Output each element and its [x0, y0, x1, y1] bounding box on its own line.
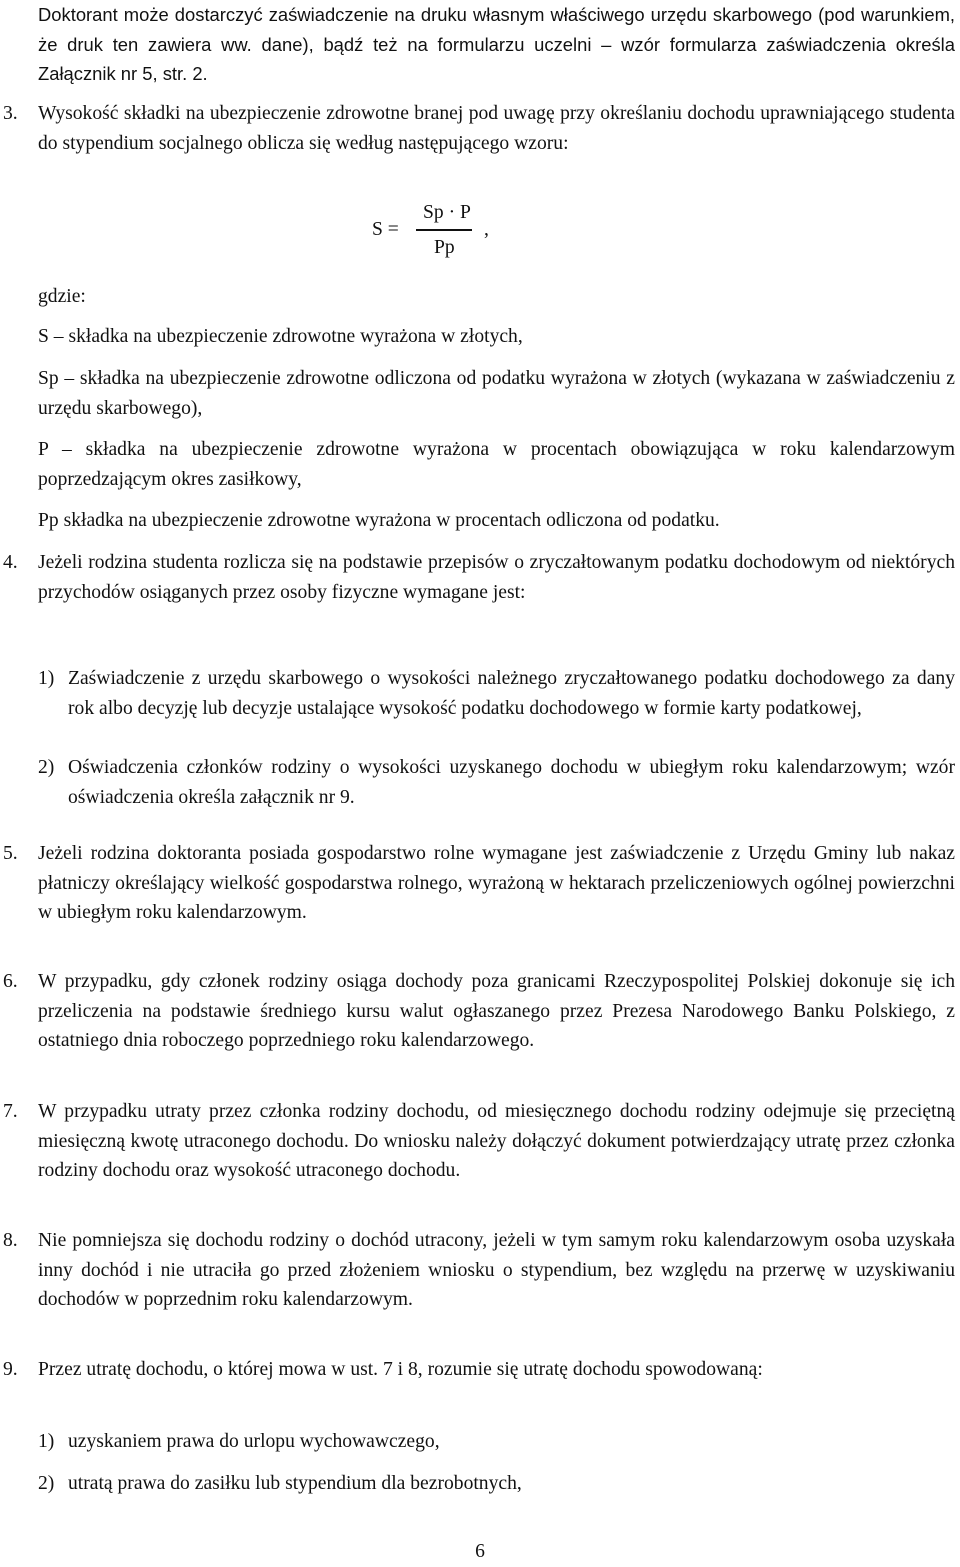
item-number: 3. — [3, 103, 18, 124]
formula — [372, 196, 552, 268]
subitem-number: 2) — [38, 757, 55, 778]
item-9-subitem-1: uzyskaniem prawa do urlopu wychowawczego, — [68, 1431, 440, 1452]
formula-numerator: Sp · P — [423, 202, 471, 223]
item-4-subitem-1: Zaświadczenie z urzędu skarbowego o wysokości należnego zryczałtowanego podatku dochodowego za dany rok albo decyzję lub decyzje ustalające wysokość podatku dochodowego w formie karty podatkowej, — [68, 668, 955, 719]
item-8-text: Nie pomniejsza się dochodu rodziny o dochód utracony, jeżeli w tym samym roku kalendarzowym osoba uzyskała inny dochód i nie utraciła go przed złożeniem wniosku o stypendium, bez względu na przerwę w uzyskiwaniu dochodów w poprzednim roku kalendarzowym. — [38, 1230, 955, 1310]
formula-denominator: Pp — [434, 237, 455, 258]
formula-lhs: S = — [372, 219, 399, 240]
subitem-number: 1) — [38, 668, 55, 689]
definition-p: P – składka na ubezpieczenie zdrowotne wyrażona w procentach obowiązująca w roku kalendarzowym poprzedzającym okres zasiłkowy, — [38, 439, 955, 490]
item-9-text: Przez utratę dochodu, o której mowa w ust. 7 i 8, rozumie się utratę dochodu spowodowaną: — [38, 1359, 763, 1380]
definition-pp: Pp składka na ubezpieczenie zdrowotne wyrażona w procentach odliczona od podatku. — [38, 510, 720, 531]
item-number: 5. — [3, 843, 18, 864]
item-number: 4. — [3, 552, 18, 573]
formula-comma: , — [484, 219, 489, 240]
item-6-text: W przypadku, gdy członek rodziny osiąga dochody poza granicami Rzeczypospolitej Polskiej dokonuje się ich przeliczenia na podstawie średniego kursu walut ogłaszanego przez Prezesa Narodowego Banku Polskiego, z ostatniego dnia roboczego poprzedniego roku kalendarzowego. — [38, 971, 955, 1051]
subitem-number: 1) — [38, 1431, 55, 1452]
item-number: 9. — [3, 1359, 18, 1380]
item-7-text: W przypadku utraty przez członka rodziny dochodu, od miesięcznego dochodu rodziny odejmuje się przeciętną miesięczną kwotę utraconego dochodu. Do wniosku należy dołączyć dokument potwierdzający utratę przez członka rodziny dochodu oraz wysokość utraconego dochodu. — [38, 1101, 955, 1181]
item-4-subitem-2: Oświadczenia członków rodziny o wysokości uzyskanego dochodu w ubiegłym roku kalendarzowym; wzór oświadczenia określa załącznik nr 9. — [68, 757, 955, 808]
item-3-text: Wysokość składki na ubezpieczenie zdrowotne branej pod uwagę przy określaniu dochodu uprawniającego studenta do stypendium socjalnego oblicza się według następującego wzoru: — [38, 103, 955, 154]
fraction-bar — [416, 229, 472, 231]
item-number: 8. — [3, 1230, 18, 1251]
definition-s: S – składka na ubezpieczenie zdrowotne wyrażona w złotych, — [38, 326, 523, 347]
page-number: 6 — [475, 1541, 485, 1562]
item-4-text: Jeżeli rodzina studenta rozlicza się na podstawie przepisów o zryczałtowanym podatku dochodowym od niektórych przychodów osiąganych przez osoby fizyczne wymagane jest: — [38, 552, 955, 603]
item-9-subitem-2: utratą prawa do zasiłku lub stypendium dla bezrobotnych, — [68, 1473, 522, 1494]
subitem-number: 2) — [38, 1473, 55, 1494]
item-number: 7. — [3, 1101, 18, 1122]
definition-sp: Sp – składka na ubezpieczenie zdrowotne odliczona od podatku wyrażona w złotych (wykazana w zaświadczeniu z urzędu skarbowego), — [38, 368, 955, 419]
intro-paragraph: Doktorant może dostarczyć zaświadczenie na druku własnym właściwego urzędu skarbowego (pod warunkiem, że druk ten zawiera ww. dane), bądź też na formularzu uczelni – wzór formularza zaświadczenia określa Załącznik nr 5, str. 2. — [38, 4, 955, 84]
item-5-text: Jeżeli rodzina doktoranta posiada gospodarstwo rolne wymagane jest zaświadczenie z Urzędu Gminy lub nakaz płatniczy określający wielkość gospodarstwa rolnego, wyrażoną w hektarach przeliczeniowych ogólnej powierzchni w ubiegłym roku kalendarzowym. — [38, 843, 955, 923]
item-number: 6. — [3, 971, 18, 992]
gdzie-label: gdzie: — [38, 286, 86, 307]
